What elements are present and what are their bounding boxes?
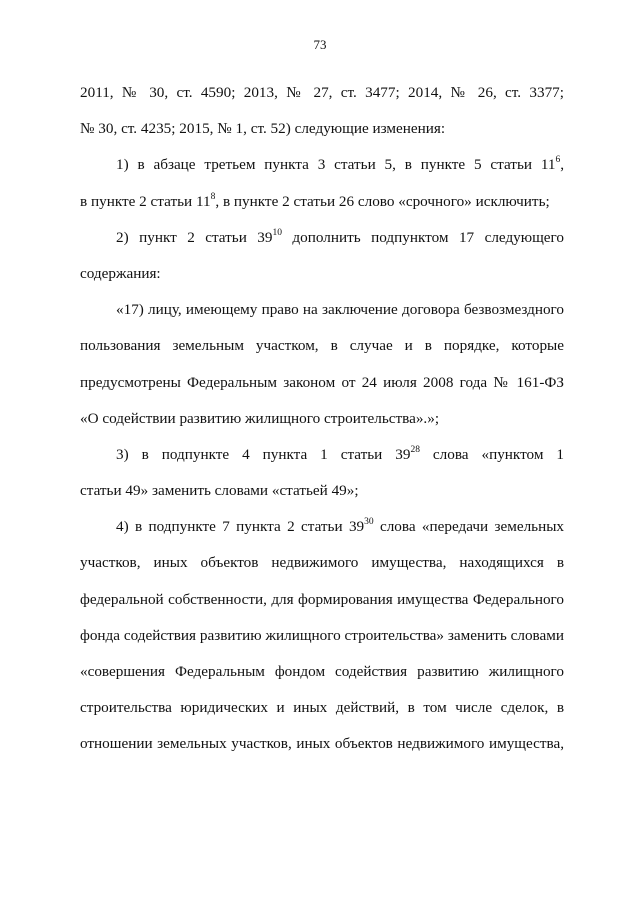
text-line: предусмотрены Федеральным законом от 24 июля 2008 года № 161-ФЗ [80,373,564,391]
text-line: федеральной собственности, для формирования имущества Федерального [80,590,564,608]
superscript: 6 [555,155,561,166]
superscript: 30 [364,517,374,528]
text-line: участков, иных объектов недвижимого имущества, находящихся в [80,554,564,572]
text-line: 1) в абзаце третьем пункта 3 статьи 5, в пункте 5 статьи $11^6$, [116,155,564,174]
page-number: 73 [313,37,327,52]
superscript: 28 [410,444,420,455]
document-body [80,75,564,763]
text-line: строительства юридических и иных действий, в том числе сделок, в [80,699,564,717]
text-line: фонда содействия развитию жилищного строительства» заменить словами [80,626,564,644]
text-line: 2) пункт 2 статьи $39^{10}$ дополнить подпунктом 17 следующего [116,227,564,246]
text-line: статьи 49» заменить словами «статьей 49»; [80,482,359,500]
superscript: 10 [272,227,282,238]
text-line: отношении земельных участков, иных объектов недвижимого имущества, [80,735,564,753]
text-line: 2011, № 30, ст. 4590; 2013, № 27, ст. 3477; 2014, № 26, ст. 3377; [80,84,564,101]
text-line: «17) лицу, имеющему право на заключение договора безвозмездного [116,301,564,319]
text-line: содержания: [80,264,161,282]
text-line: в пункте 2 статьи $11^8$, в пункте 2 статьи 26 слово «срочного» исключить; [80,191,550,210]
text-line: «О содействии развитию жилищного строительства».»; [80,409,440,427]
text-line: пользования земельным участком, в случае и в порядке, которые [80,337,564,355]
text-line: 3) в подпункте 4 пункта 1 статьи $39^{28}$ слова «пунктом 1 [116,444,564,463]
superscript: 8 [210,191,216,202]
text-line: № 30, ст. 4235; 2015, № 1, ст. 52) следующие изменения: [80,120,446,138]
text-line: 4) в подпункте 7 пункта 2 статьи $39^{30}$ слова «передачи земельных [116,517,565,536]
text-line: «совершения Федеральным фондом содействия развитию жилищного [80,663,564,680]
